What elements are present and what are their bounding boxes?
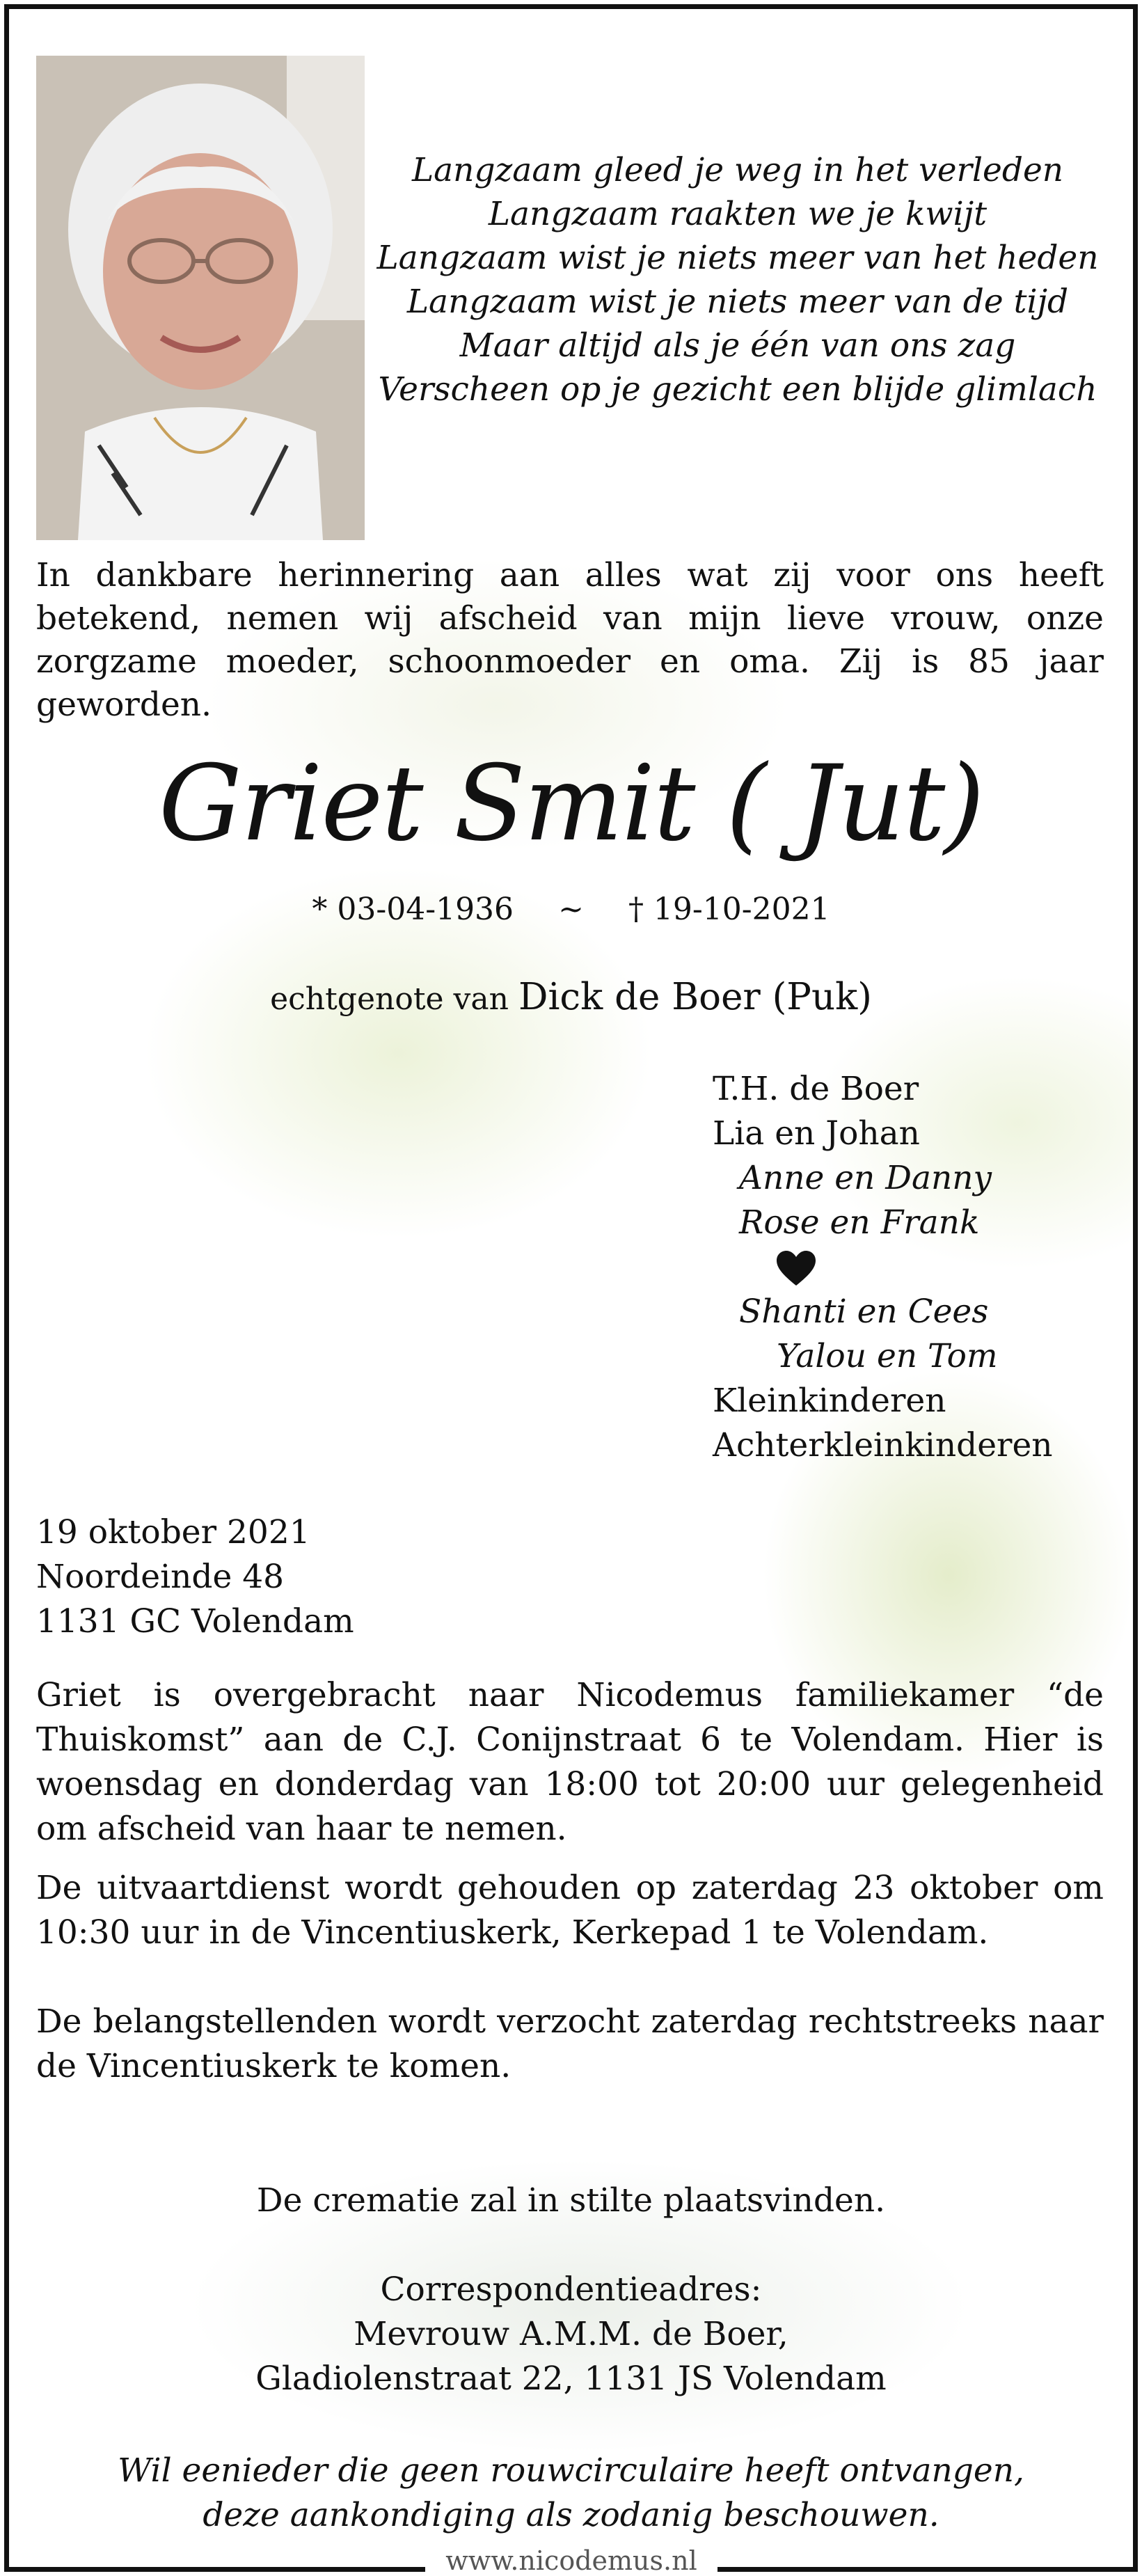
- cremation-line: De crematie zal in stilte plaatsvinden.: [256, 2181, 886, 2220]
- correspondence-address: Gladiolenstraat 22, 1131 JS Volendam: [255, 2360, 887, 2398]
- family-member: Rose en Frank: [739, 1203, 980, 1242]
- date-separator: ~: [558, 892, 584, 927]
- website-link[interactable]: www.nicodemus.nl: [425, 2545, 717, 2576]
- poem-line: Maar altijd als je één van ons zag: [459, 326, 1016, 365]
- correspondence-name: Mevrouw A.M.M. de Boer,: [354, 2315, 788, 2353]
- family-member: Achterkleinkinderen: [713, 1426, 1053, 1464]
- family-member: Kleinkinderen: [713, 1382, 946, 1420]
- attendance-paragraph: De belangstellenden wordt verzocht zaterdag rechtstreeks naar de Vincentiuskerk te komen.: [36, 2002, 1104, 2085]
- family-member: T.H. de Boer: [713, 1070, 919, 1108]
- home-address: [36, 1510, 1104, 1644]
- poem-line: Langzaam raakten we je kwijt: [488, 195, 988, 233]
- poem-line: Verscheen op je gezicht een blijde glimlach: [378, 370, 1097, 409]
- viewing-paragraph: Griet is overgebracht naar Nicodemus familiekamer “de Thuiskomst” aan de C.J. Conijnstraat 6 te Volendam. Hier is woensdag en donderdag van 18:00 tot 20:00 uur gelegenheid om afscheid van haar te nemen.: [36, 1676, 1104, 1848]
- closing-note: [0, 2449, 1142, 2538]
- deceased-name: Griet Smit ( Jut): [159, 743, 983, 864]
- address-street: Noordeinde 48: [36, 1558, 285, 1596]
- poem-line: Langzaam gleed je weg in het verleden: [411, 151, 1064, 189]
- heart-icon-shape: [775, 1249, 817, 1288]
- poem-line: Langzaam wist je niets meer van het heden: [376, 239, 1099, 277]
- family-member: Shanti en Cees: [739, 1293, 989, 1331]
- correspondence-heading: Correspondentieadres:: [380, 2270, 762, 2309]
- correspondence-block: [0, 2268, 1142, 2401]
- service-paragraph: De uitvaartdienst wordt gehouden op zaterdag 23 oktober om 10:30 uur in de Vincentiuskerk, Kerkepad 1 te Volendam.: [36, 1869, 1104, 1952]
- spouse-prefix: echtgenote van: [270, 981, 509, 1017]
- family-list: [713, 1067, 1130, 1468]
- heart-icon: [713, 1245, 1130, 1290]
- closing-line: deze aankondiging als zodanig beschouwen.: [203, 2496, 939, 2534]
- life-dates: [0, 889, 1142, 931]
- spouse-line: [0, 977, 1142, 1020]
- spouse-name: Dick de Boer (Puk): [518, 976, 872, 1018]
- birth-date: * 03-04-1936: [312, 892, 514, 927]
- address-city: 1131 GC Volendam: [36, 1602, 354, 1641]
- portrait-illustration: [36, 56, 365, 540]
- poem-line: Langzaam wist je niets meer van de tijd: [406, 283, 1069, 321]
- poem: [369, 148, 1107, 411]
- death-date: † 19-10-2021: [628, 892, 830, 927]
- family-member: Anne en Danny: [739, 1159, 992, 1197]
- address-date: 19 oktober 2021: [36, 1513, 310, 1551]
- intro-paragraph: In dankbare herinnering aan alles wat zij voor ons heeft betekend, nemen wij afscheid van mijn lieve vrouw, onze zorgzame moeder, schoonmoeder en oma. Zij is 85 jaar geworden.: [36, 556, 1104, 724]
- closing-line: Wil eenieder die geen rouwcirculaire heeft ontvangen,: [118, 2451, 1024, 2490]
- family-member: Lia en Johan: [713, 1114, 920, 1153]
- family-member: Yalou en Tom: [777, 1337, 998, 1375]
- portrait-photo: [36, 56, 365, 540]
